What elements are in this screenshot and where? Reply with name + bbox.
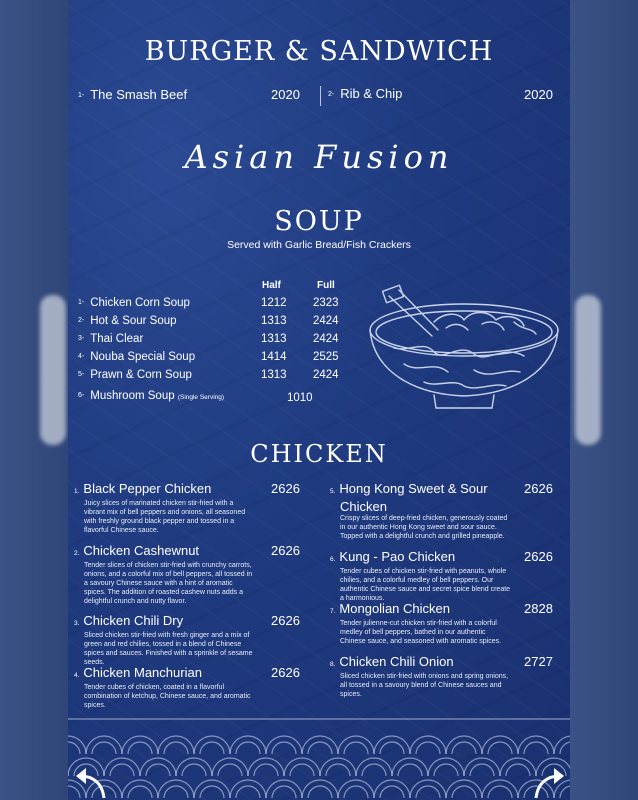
- arrow-right-icon[interactable]: [530, 762, 568, 800]
- item-name: 6. Kung - Pao Chicken: [330, 549, 456, 564]
- item-name: Rib & Chip: [340, 86, 403, 101]
- blurred-decoration: [575, 295, 601, 445]
- chicken-section-title: CHICKEN: [250, 440, 388, 468]
- item-price: 2626: [271, 613, 300, 628]
- half-price: 1313: [261, 333, 287, 345]
- item-description: Tender slices of chicken stir-fried with crunchy carrots, onions, and a colorful mix of bell peppers, all tossed in a savoury Chinese sauce with a hint of aromatic spices. The addition of roasted cashew nuts adds a delightful crunch and nutty flavor.: [84, 562, 253, 605]
- item-description: Tender cubes of chicken stir-fried with peanuts, whole chilies, and a colorful medley of bell peppers. Our authentic Chinese sauce and secret spice blend create a harmonious.: [340, 568, 511, 602]
- item-name: Nouba Special Soup: [90, 351, 196, 363]
- soup-item: 4- Nouba Special Soup: [78, 351, 196, 363]
- chicken-item: [330, 601, 505, 646]
- item-price: 2727: [524, 654, 553, 669]
- arrow-left-icon[interactable]: [72, 762, 110, 800]
- item-price: 2828: [524, 601, 553, 616]
- soup-bowl-illustration: [364, 282, 562, 412]
- burger-section-title: BURGER & SANDWICH: [144, 36, 494, 67]
- full-price: 2424: [313, 315, 339, 327]
- item-price: 2020: [524, 87, 553, 102]
- item-name: 8. Chicken Chili Onion: [330, 654, 454, 669]
- item-name: 7. Mongolian Chicken: [330, 601, 450, 616]
- item-name: 5. Hong Kong Sweet & Sour: [330, 481, 488, 496]
- half-price: 1414: [261, 351, 287, 363]
- item-name: Thai Clear: [90, 333, 144, 345]
- soup-item: 3- Thai Clear: [78, 333, 144, 345]
- item-price: 2626: [271, 665, 300, 680]
- item-name: The Smash Beef: [90, 87, 188, 102]
- item-name: 2. Chicken Cashewnut: [74, 543, 200, 558]
- left-backdrop: [0, 0, 68, 800]
- item-name: Hot & Sour Soup: [90, 315, 177, 327]
- col-half-header: Half: [262, 280, 281, 291]
- chicken-item: [74, 613, 253, 667]
- chicken-item: [74, 543, 253, 606]
- soup-item: 5- Prawn & Corn Soup: [78, 369, 192, 381]
- chicken-item: [330, 481, 508, 541]
- divider: [320, 86, 321, 106]
- item-price: 2626: [524, 549, 553, 564]
- right-backdrop: [570, 0, 638, 800]
- chicken-item: [330, 549, 511, 603]
- item-description: Tender cubes of chicken, coated in a flavorful combination of ketchup, Chinese sauce, and aromatic spices.: [84, 684, 251, 709]
- item-price: 2626: [271, 481, 300, 496]
- half-price: 1313: [261, 315, 287, 327]
- item-price: 1010: [287, 392, 313, 404]
- chicken-item: [330, 654, 509, 699]
- full-price: 2323: [313, 297, 339, 309]
- asian-fusion-heading: Asian Fusion: [184, 138, 454, 176]
- item-description: Tender julienne-cut chicken stir-fried with a colorful medley of bell peppers, bathed in our authentic Chinese sauce, and seasoned with aromatic spices.: [340, 620, 502, 645]
- item-description: Juicy slices of marinated chicken stir-fried with a vibrant mix of bell peppers and onions, all seasoned with freshly ground black pepper and tossed in a flavorful Chinese sauce.: [84, 500, 246, 534]
- item-name: 4. Chicken Manchurian: [74, 665, 202, 680]
- half-price: 1212: [261, 297, 287, 309]
- item-price: 2020: [271, 87, 300, 102]
- chicken-item: [74, 665, 249, 710]
- full-price: 2424: [313, 369, 339, 381]
- item-name-line2: Chicken: [340, 499, 387, 514]
- soup-item: 1- Chicken Corn Soup: [78, 297, 190, 309]
- item-description: Crispy slices of deep-fried chicken, generously coated in our authentic Hong Kong sweet and sour sauce. Topped with a delightful crunch and grilled pineapple.: [340, 515, 508, 540]
- full-price: 2525: [313, 351, 339, 363]
- soup-section-title: SOUP: [274, 206, 364, 237]
- soup-subtitle: Served with Garlic Bread/Fish Crackers: [227, 239, 411, 251]
- item-price: 2626: [524, 481, 553, 496]
- item-price: 2626: [271, 543, 300, 558]
- arch-pattern: [68, 718, 570, 800]
- item-name: 3. Chicken Chili Dry: [74, 613, 184, 628]
- soup-item-mushroom: 6- Mushroom Soup (Single Serving): [78, 390, 225, 402]
- item-name: 1. Black Pepper Chicken: [74, 481, 212, 496]
- burger-item-1: 1- The Smash Beef: [78, 87, 188, 102]
- full-price: 2424: [313, 333, 339, 345]
- item-name: Chicken Corn Soup: [90, 297, 190, 309]
- menu-page: [68, 0, 570, 800]
- item-name: Prawn & Corn Soup: [90, 369, 192, 381]
- item-description: Sliced chicken stir-fried with onions and spring onions, all tossed in a savoury blend of Chinese sauces and spices.: [340, 673, 509, 698]
- col-full-header: Full: [317, 280, 335, 291]
- soup-item: 2- Hot & Sour Soup: [78, 315, 177, 327]
- chicken-item: [74, 481, 249, 535]
- item-description: Sliced chicken stir-fried with fresh ginger and a mix of green and red chilies, tossed in a blend of Chinese spices and sauces. Finished with a sprinkle of sesame seeds.: [84, 632, 253, 666]
- blurred-decoration: [40, 295, 66, 445]
- burger-item-2: 2- Rib & Chip: [328, 86, 403, 101]
- half-price: 1313: [261, 369, 287, 381]
